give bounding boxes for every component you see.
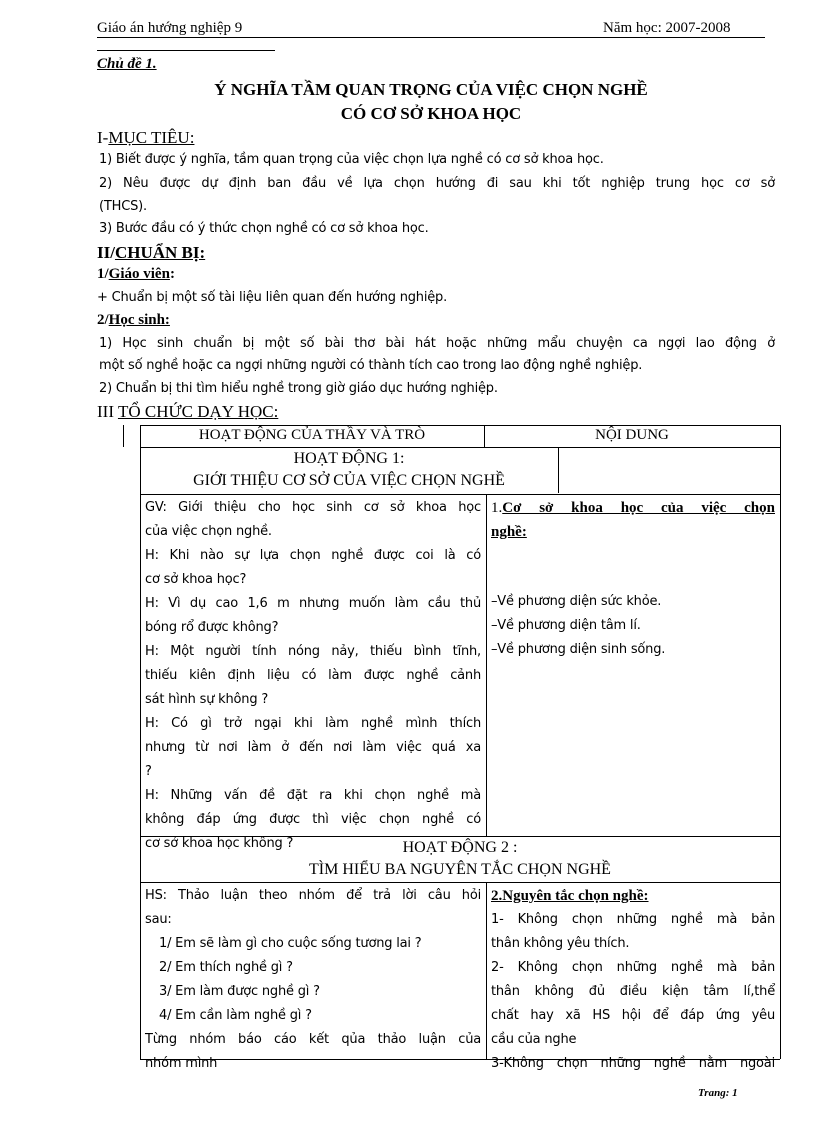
teacher-prefix: 1/	[97, 266, 109, 282]
activity1-content-items	[491, 590, 775, 662]
a2-left-line: HS: Thảo luận theo nhóm để trả lời câu hỏi	[145, 888, 481, 903]
objective-3: 3) Bước đầu có ý thức chọn nghề có cơ sở khoa học.	[99, 221, 429, 236]
student-prefix: 2/	[97, 312, 109, 328]
a1-left-line: của việc chọn nghề.	[145, 524, 272, 539]
a1-left-line: không đáp ứng được thì việc chọn nghề có	[145, 812, 481, 827]
a2-right-title: 2.Nguyên tắc chọn nghề:	[491, 888, 649, 904]
student-heading	[97, 312, 170, 329]
a2-right-line: cầu của nghe	[491, 1032, 577, 1047]
title-line1: Ý NGHĨA TẦM QUAN TRỌNG CỦA VIỆC CHỌN NGHỀ	[214, 80, 648, 99]
section2-heading	[97, 243, 205, 263]
a2-right-line: 2- Không chọn những nghề mà bản	[491, 960, 775, 975]
teacher-title: Giáo viên	[108, 266, 170, 282]
a1-left-line: sát hình sự không ?	[145, 692, 269, 707]
a1-left-line: H: Một người tính nóng nảy, thiếu bình tĩnh,	[145, 644, 481, 659]
activity1-title-line2: GIỚI THIỆU CƠ SỞ CỦA VIỆC CHỌN NGHỀ	[193, 472, 505, 489]
student-item1-line1: 1) Học sinh chuẩn bị một số bài thơ bài hát hoặc những mẩu chuyện ca ngợi lao động ở	[99, 336, 775, 351]
a1-left-line: H: Vì dụ cao 1,6 m nhưng muốn làm cầu thủ	[145, 596, 481, 611]
teacher-colon: :	[169, 266, 175, 282]
a1-right-title-line1	[491, 496, 775, 520]
a2-left-line: Từng nhóm báo cáo kết qủa thảo luận của	[145, 1032, 481, 1047]
a1-left-line: cơ sở khoa học?	[145, 572, 247, 587]
a2-left-line: 2/ Em thích nghề gì ?	[159, 960, 293, 975]
section2-prefix: II/	[97, 243, 115, 262]
a2-left-line: 3/ Em làm được nghề gì ?	[159, 984, 320, 999]
a1-right-title-num: 1.	[491, 500, 503, 516]
header-short-rule	[97, 50, 275, 51]
a1-left-line: thiếu kiên định liệu có làm được nghề cảnh	[145, 668, 481, 683]
a1-left-line: nhưng từ nơi làm ở đến nơi làm việc quá xa	[145, 740, 481, 755]
a2-left-line: nhóm mình	[145, 1056, 218, 1071]
header-left: Giáo án hướng nghiệp 9	[97, 20, 243, 36]
a1-left-line: H: Khi nào sự lựa chọn nghề được coi là có	[145, 548, 481, 563]
col-header-activities: HOẠT ĐỘNG CỦA THẦY VÀ TRÒ	[198, 427, 426, 443]
objective-1: 1) Biết được ý nghĩa, tầm quan trọng của việc chọn lựa nghề có cơ sở khoa học.	[99, 152, 604, 167]
col-header-content: NỘI DUNG	[595, 427, 669, 443]
activity2-content	[491, 884, 775, 1076]
a1-left-line: GV: Giới thiệu cho học sinh cơ sở khoa học	[145, 500, 481, 515]
section1-title: MỤC TIÊU:	[108, 128, 195, 147]
a2-right-line: chất hay xã HS hội để đáp ứng yêu	[491, 1008, 775, 1023]
activity1-questions	[145, 496, 481, 856]
section3-prefix: III	[97, 402, 114, 421]
section1-prefix: I-	[97, 128, 109, 147]
section3-title: TỔ CHỨC DẠY HỌC:	[117, 402, 279, 421]
student-item1-line2: một số nghề hoặc ca ngợi những người có thành tích cao trong lao động nghề nghiệp.	[99, 358, 643, 373]
student-title: Học sinh:	[108, 312, 170, 328]
a1-left-line: cơ sở khoa học không ?	[145, 836, 294, 851]
teacher-item: + Chuẩn bị một số tài liệu liên quan đến hướng nghiệp.	[97, 290, 448, 305]
activity2-title-line1: HOẠT ĐỘNG 2 :	[402, 839, 518, 856]
a1-right-item: –Về phương diện tâm lí.	[491, 618, 641, 633]
a1-right-item: –Về phương diện sinh sống.	[491, 642, 666, 657]
activity1-title-line1: HOẠT ĐỘNG 1:	[293, 450, 405, 467]
a2-left-line: sau:	[145, 912, 172, 927]
header-right: Năm học: 2007-2008	[603, 20, 731, 36]
section3-heading	[97, 402, 278, 422]
a1-right-item: –Về phương diện sức khỏe.	[491, 594, 662, 609]
topic-label: Chủ đề 1.	[97, 56, 157, 72]
activity2-title-line2: TÌM HIỂU BA NGUYÊN TẮC CHỌN NGHỀ	[309, 861, 611, 878]
title-line2: CÓ CƠ SỞ KHOA HỌC	[340, 104, 522, 123]
header-rule	[97, 37, 765, 38]
teacher-heading	[97, 266, 175, 283]
a1-right-title-text: Cơ sở khoa học của việc chọn	[502, 500, 775, 516]
activity2-questions	[145, 884, 481, 1076]
student-item2: 2) Chuẩn bị thi tìm hiểu nghề trong giờ giáo dục hướng nghiệp.	[99, 381, 498, 396]
a2-left-line: 4/ Em cần làm nghề gì ?	[159, 1008, 312, 1023]
activity1-content	[491, 496, 775, 544]
a2-left-line: 1/ Em sẽ làm gì cho cuộc sống tương lai ?	[159, 936, 422, 951]
a1-right-title-line2: nghề:	[491, 524, 527, 540]
a2-right-line: thân không yêu thích.	[491, 936, 630, 951]
objective-2-line1: 2) Nêu được dự định ban đầu về lựa chọn hướng đi sau khi tốt nghiệp trung học cơ sở	[99, 176, 775, 191]
a1-left-line: bóng rổ được không?	[145, 620, 279, 635]
a2-right-line: thân không đủ điều kiện tâm lí,thể	[491, 984, 775, 999]
a1-left-line: ?	[145, 764, 152, 779]
section1-heading	[97, 128, 194, 148]
page-number: Trang: 1	[698, 1087, 738, 1099]
a2-right-line: 3-Không chọn những nghề nằm ngoài	[491, 1056, 775, 1071]
a1-left-line: H: Có gì trở ngại khi làm nghề mình thích	[145, 716, 481, 731]
a2-right-line: 1- Không chọn những nghề mà bản	[491, 912, 775, 927]
objective-2-line2: (THCS).	[99, 199, 147, 214]
section2-title: CHUẨN BỊ:	[114, 243, 206, 262]
a1-left-line: H: Những vấn đề đặt ra khi chọn nghề mà	[145, 788, 481, 803]
